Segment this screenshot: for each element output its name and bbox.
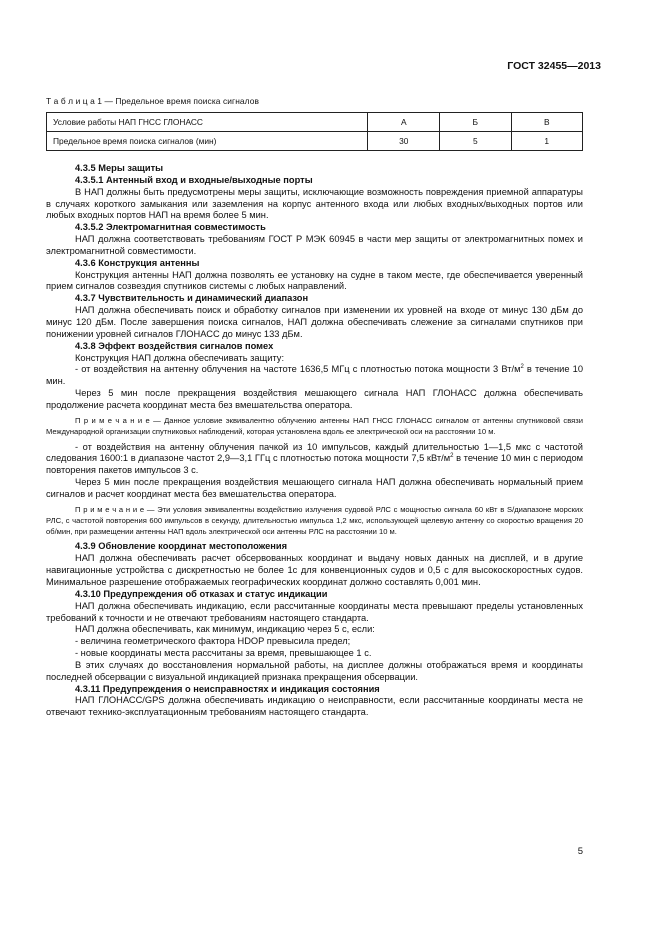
paragraph: НАП должна соответствовать требованиям ГОСТ Р МЭК 60945 в части мер защиты от электромагнитных помех и электромагнитной совместимости. <box>46 234 583 256</box>
paragraph: НАП должна обеспечивать, как минимум, индикацию через 5 с, если: <box>75 624 375 635</box>
table-cell: 5 <box>440 132 511 151</box>
table-cell: Предельное время поиска сигналов (мин) <box>47 132 368 151</box>
section-heading: 4.3.7 Чувствительность и динамический диапазон <box>75 293 309 304</box>
section-heading: 4.3.8 Эффект воздействия сигналов помех <box>75 340 274 351</box>
table-cell: Условие работы НАП ГНСС ГЛОНАСС <box>47 113 368 132</box>
section-heading: 4.3.5.1 Антенный вход и входные/выходные порты <box>75 174 313 185</box>
paragraph: НАП должна обеспечивать поиск и обработку сигналов при изменении их уровней на входе от минус 130 дБм до минус 120 дБм. После завершения поиска сигналов, НАП должна обеспечивать слежение за сигналами спутников при понижении уровней сигналов ГЛОНАСС до минус 133 дБм. <box>46 305 583 339</box>
superscript: 2 <box>450 453 454 460</box>
paragraph <box>46 364 583 388</box>
paragraph-text: в течение 10 мин с периодом повторения пакетов импульсов 3 с. <box>46 453 584 476</box>
section-heading: 4.3.6 Конструкция антенны <box>75 257 200 268</box>
table-row <box>47 113 583 132</box>
superscript: 2 <box>520 364 524 371</box>
paragraph <box>46 442 583 478</box>
paragraph-text: - от воздействия на антенну облучения пачкой из 10 импульсов, каждый длительностью 1—1,5 мкс с частотой следования 1600:1 в диапазоне частот 2,9—3,1 ГГц с плотностью потока мощности 7,5 кВт/м <box>46 441 583 464</box>
document-body <box>46 163 583 719</box>
section-heading: 4.3.5.2 Электромагнитная совместимость <box>75 222 266 233</box>
paragraph: Конструкция НАП должна обеспечивать защиту: <box>75 352 285 363</box>
paragraph: НАП ГЛОНАСС/GPS должна обеспечивать индикацию о неисправности, если рассчитанные координаты места не отвечают технико-эксплуатационным требованиям настоящего стандарта. <box>46 695 583 718</box>
document-id: ГОСТ 32455—2013 <box>507 60 601 72</box>
paragraph: - величина геометрического фактора HDOP превысила предел; <box>75 636 351 647</box>
paragraph: Через 5 мин после прекращения воздействия мешающего сигнала НАП должна обеспечивать нормальный прием сигналов и расчет координат места без вмешательства оператора. <box>46 477 583 499</box>
section-heading: 4.3.9 Обновление координат местоположения <box>75 541 288 552</box>
page-number: 5 <box>577 846 583 857</box>
table-cell: В <box>511 113 582 132</box>
table-cell: Б <box>440 113 511 132</box>
paragraph: В этих случаях до восстановления нормальной работы, на дисплее должны отображаться время и координаты последней обсервации с визуальной индикацией признака прекращения обсервации. <box>46 659 583 682</box>
table-caption: Т а б л и ц а 1 — Предельное время поиска сигналов <box>46 96 260 106</box>
paragraph: - новые координаты места рассчитаны за время, превышающее 1 с. <box>75 648 372 659</box>
section-heading: 4.3.10 Предупреждения об отказах и статус индикации <box>75 588 328 599</box>
table-cell: А <box>368 113 440 132</box>
paragraph: Конструкция антенны НАП должна позволять ее установку на судне в таком месте, где обеспечивается уверенный прием сигналов созвездия спутников системы с любых направлений. <box>46 269 583 292</box>
search-time-table <box>46 112 583 151</box>
table-cell: 1 <box>511 132 582 151</box>
paragraph-text: - от воздействия на антенну облучения на частоте 1636,5 МГц с плотностью потока мощности 3 Вт/м <box>75 364 521 375</box>
paragraph-text: в течение 10 мин. <box>46 364 583 387</box>
note: П р и м е ч а н и е — Эти условия эквивалентны воздействию излучения судовой РЛС с мощностью сигнала 60 кВт в S/диапазоне морских РЛС, с частотой повторения 600 импульсов в секунду, длительностью импульса 1,2 мкс, использующей щелевую антенну со скоростью вращения 20 об/мин, при размещении антенны НАП вдоль электрической оси антенны РЛС на расстоянии 10 м. <box>46 504 583 536</box>
paragraph: НАП должна обеспечивать расчет обсервованных координат и выдачу новых данных на дисплей, и в другие навигационные устройства с дискретностью не более 1с для конвенционных судов и 0,5 с для высокоскоростных судов. Минимальное разрешение отображаемых географических координат должно составлять 0,001 мин. <box>46 553 583 587</box>
note: П р и м е ч а н и е — Данное условие эквивалентно облучению антенны НАП ГНСС ГЛОНАСС сигналом от антенны спутниковой связи Международной организации спутниковых наблюдений, которая установлена вдоль ее электрической оси на расстоянии 10 м. <box>46 415 583 436</box>
table-row <box>47 132 583 151</box>
paragraph: НАП должна обеспечивать индикацию, если рассчитанные координаты места превышают пределы установленных требований к точности и не отвечают требованиям настоящего стандарта. <box>46 600 583 623</box>
section-heading: 4.3.11 Предупреждения о неисправностях и индикация состояния <box>75 683 380 694</box>
paragraph: В НАП должны быть предусмотрены меры защиты, исключающие возможность повреждения приемной аппаратуры в случаях короткого замыкания или заземления на корпус антенного входа или любых входных/выходных портов или любых входных портов НАП на время более 5 мин. <box>46 186 583 221</box>
paragraph: Через 5 мин после прекращения воздействия мешающего сигнала НАП ГЛОНАСС должна обеспечивать продолжение расчета координат места без вмешательства оператора. <box>46 388 583 410</box>
section-heading: 4.3.5 Меры защиты <box>75 163 164 173</box>
table-cell: 30 <box>368 132 440 151</box>
